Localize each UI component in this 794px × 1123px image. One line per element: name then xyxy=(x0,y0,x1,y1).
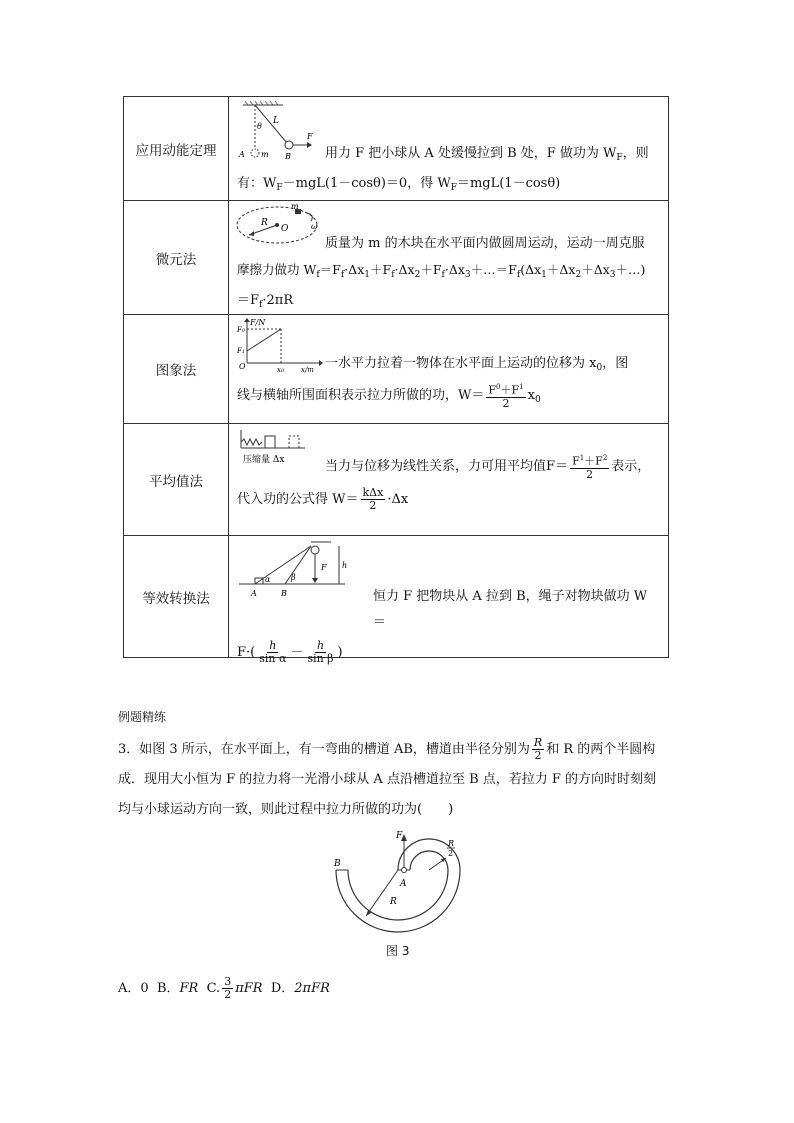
label-theta: θ xyxy=(257,122,262,131)
axis-x-label: x/m xyxy=(301,366,314,374)
label-m: m xyxy=(261,150,269,159)
row1-line2: 有：$W_F-mgL(1-\cos\theta)=0$，得 $W_F=mgL(1-\cos\theta)$ xyxy=(237,176,561,193)
label-half-num: R xyxy=(448,839,455,848)
row4-line1: 当力与位移为线性关系，力可用平均值F＝ $\frac{F^1+F^2}{2}$ 表示， xyxy=(325,454,651,481)
option-a[interactable]: A．0 xyxy=(118,981,149,996)
label-half-den: 2 xyxy=(448,849,454,858)
pulley-figure xyxy=(235,538,355,602)
compression-label: 压缩量 Δx xyxy=(243,455,285,465)
label-R: R xyxy=(261,218,268,228)
question-line3: 均与小球运动方向一致，则此过程中拉力所做的功为( ) xyxy=(118,802,454,817)
row1-line1: 用力 F 把小球从 A 处缓慢拉到 B 处，F 做功为 $W_F$，则 xyxy=(325,146,649,163)
label-F: F xyxy=(396,831,403,841)
svg-text:F0: F0 xyxy=(237,326,246,334)
method-name: 应用动能定理 xyxy=(124,97,229,200)
methods-table xyxy=(123,96,669,665)
circular-motion-figure xyxy=(235,203,325,247)
row2-line1: 质量为 m 的木块在水平面内做圆周运动，运动一周克服 xyxy=(325,236,645,251)
label-alpha: α xyxy=(265,575,271,584)
label-m: m xyxy=(291,202,299,211)
table-row xyxy=(123,423,669,535)
method-name: 微元法 xyxy=(124,201,229,314)
label-L: L xyxy=(273,116,279,126)
answer-options xyxy=(118,976,330,1001)
section-title: 例题精练 xyxy=(118,710,167,724)
question-line2: 成．现用大小恒为 F 的拉力将一光滑小球从 A 点沿槽道拉至 B 点，若拉力 F 的方向时时刻刻 xyxy=(118,772,657,787)
row5-line1: 恒力 F 把物块从 A 拉到 B，绳子对物块做功 W＝ xyxy=(373,589,648,630)
label-B: B xyxy=(334,859,341,869)
groove-figure xyxy=(328,828,468,942)
spring-figure xyxy=(235,426,315,466)
label-A: A xyxy=(400,879,407,889)
svg-text:x0: x0 xyxy=(277,366,285,374)
label-B: B xyxy=(281,589,287,598)
label-A: A xyxy=(239,150,245,159)
row3-line1: 一水平力拉着一物体在水平面上运动的位移为 $x_0$，图 xyxy=(325,356,629,373)
question-line1: 3．如图 3 所示，在水平面上，有一弯曲的槽道 AB，槽道由半径分别为 $\frac{R}{2}$ 和 R 的两个半圆构 xyxy=(118,736,656,762)
label-omega: ω xyxy=(311,222,318,231)
svg-text:F1: F1 xyxy=(237,347,246,355)
table-row xyxy=(123,200,669,314)
label-R: R xyxy=(390,897,397,907)
method-name: 平均值法 xyxy=(124,424,229,535)
label-B: B xyxy=(285,152,291,161)
option-d[interactable]: D．2πFR xyxy=(270,981,330,996)
table-row xyxy=(123,314,669,423)
row2-line3: $=F_f\cdot 2\pi R$ xyxy=(237,293,294,310)
pendulum-figure xyxy=(235,99,335,167)
svg-text:F/N xyxy=(249,318,266,327)
row3-line2: 线与横轴所围面积表示拉力所做的功，W＝ $\frac{F^0+F^1}{2}$ $x_0$ xyxy=(237,383,541,410)
axis-y-label: F/N xyxy=(250,318,266,327)
row5-line2: F·( $\frac{h}{\text{sin α}}$ － $\frac{h}{\text{sin β}}$ ) xyxy=(237,639,343,665)
label-beta: β xyxy=(291,573,296,582)
option-c[interactable]: C. $\frac{3}{2}$ πFR xyxy=(206,975,263,1001)
origin-label: O xyxy=(239,362,246,371)
method-name: 图象法 xyxy=(124,315,229,423)
label-F: F xyxy=(307,132,313,141)
row2-line2: 摩擦力做功 $W_f=F_f\cdot\Delta x_1+F_f\cdot\Delta x_2+F_f\cdot\Delta x_3+\dots=F_f(\Delta x_1+\Delta x_2+\Delta x_3+\dots)$ xyxy=(237,262,646,280)
label-O: O xyxy=(281,224,289,234)
figure-caption: 图 3 xyxy=(386,944,410,958)
label-A: A xyxy=(251,589,257,598)
label-F: F xyxy=(321,563,327,572)
table-row xyxy=(123,535,669,665)
table-row xyxy=(123,96,669,200)
method-name: 等效转换法 xyxy=(124,536,229,657)
label-h: h xyxy=(342,561,348,570)
option-b[interactable]: B．FR xyxy=(156,981,199,996)
force-displacement-graph xyxy=(235,317,325,374)
row4-line2: 代入功的公式得 W＝ $\frac{\text{kΔx}}{2}$ ·Δx xyxy=(237,485,409,512)
